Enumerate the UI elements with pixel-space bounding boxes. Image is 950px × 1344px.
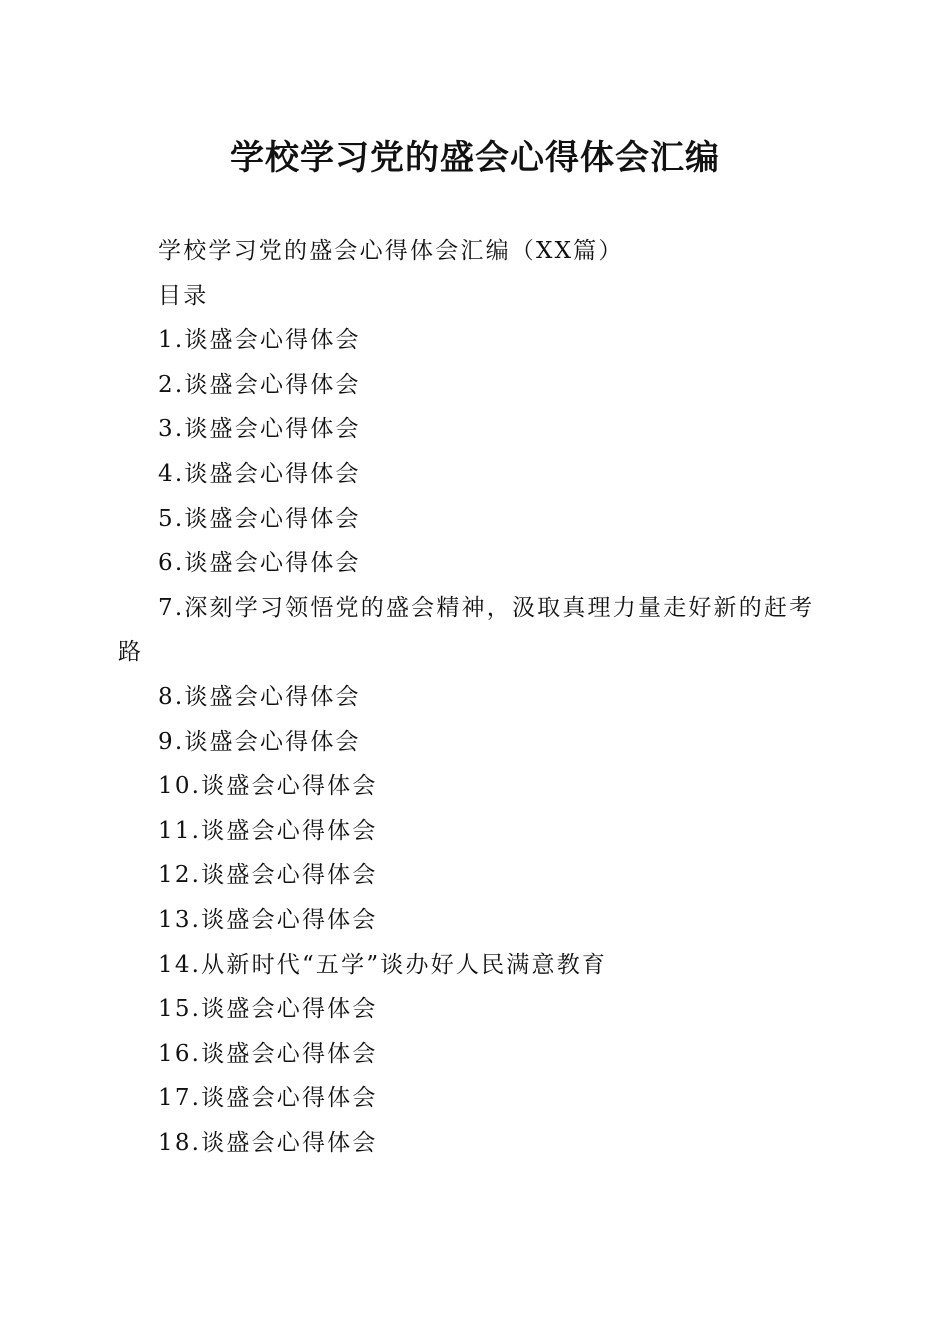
toc-item-12: 12.谈盛会心得体会: [158, 862, 378, 889]
toc-item-7: 7.深刻学习领悟党的盛会精神，汲取真理力量走好新的赶考路: [118, 594, 815, 666]
toc-item-14: 14.从新时代“五学”谈办好人民满意教育: [158, 951, 608, 978]
toc-item-5: 5.谈盛会心得体会: [158, 505, 361, 532]
toc-item-16: 16.谈盛会心得体会: [158, 1040, 378, 1067]
toc-item-8: 8.谈盛会心得体会: [158, 683, 361, 710]
toc-item-13: 13.谈盛会心得体会: [158, 906, 378, 933]
toc-item-1: 1.谈盛会心得体会: [158, 327, 361, 354]
toc-item-18: 18.谈盛会心得体会: [158, 1129, 378, 1156]
toc-heading: 目录: [158, 282, 209, 309]
toc-item-10: 10.谈盛会心得体会: [158, 773, 378, 800]
toc-item-6: 6.谈盛会心得体会: [158, 550, 361, 577]
document-body: [118, 229, 828, 1165]
toc-item-3: 3.谈盛会心得体会: [158, 416, 361, 443]
toc-item-2: 2.谈盛会心得体会: [158, 371, 361, 398]
toc-item-17: 17.谈盛会心得体会: [158, 1085, 378, 1112]
toc-item-11: 11.谈盛会心得体会: [158, 817, 378, 844]
subtitle: 学校学习党的盛会心得体会汇编（XX篇）: [158, 238, 624, 264]
toc-item-9: 9.谈盛会心得体会: [158, 728, 361, 755]
toc-item-15: 15.谈盛会心得体会: [158, 996, 378, 1023]
toc-item-4: 4.谈盛会心得体会: [158, 460, 361, 487]
page-title: 学校学习党的盛会心得体会汇编: [230, 138, 720, 178]
